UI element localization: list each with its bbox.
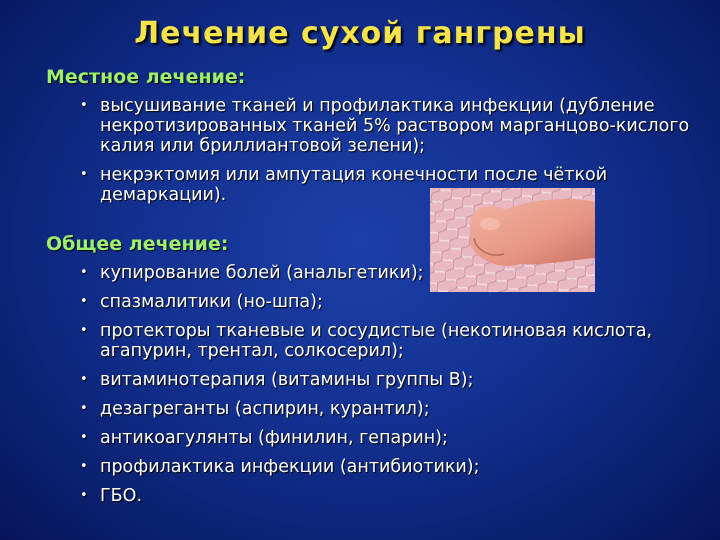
list-item-text: антикоагулянты (финилин, гепарин); bbox=[100, 428, 448, 448]
bullet-icon: • bbox=[80, 167, 88, 182]
list-item-text: протекторы тканевые и сосудистые (некотиновая кислота, агапурин, трентал, солкосерил); bbox=[100, 321, 653, 361]
bullet-icon: • bbox=[80, 98, 88, 113]
list-item bbox=[80, 428, 700, 448]
bullet-icon: • bbox=[80, 430, 88, 445]
bullet-icon: • bbox=[80, 372, 88, 387]
list-item bbox=[80, 457, 700, 477]
list-item-text: спазмалитики (но-шпа); bbox=[100, 292, 323, 312]
list-item bbox=[80, 399, 700, 419]
bullet-icon: • bbox=[80, 265, 88, 280]
list-item-text: некрэктомия или ампутация конечности после чёткой демаркации). bbox=[100, 165, 608, 205]
list-item bbox=[80, 165, 700, 205]
local-treatment-list bbox=[80, 96, 700, 214]
bullet-icon: • bbox=[80, 459, 88, 474]
list-item-text: витаминотерапия (витамины группы В); bbox=[100, 370, 474, 390]
list-item bbox=[80, 486, 700, 506]
list-item-text: дезагреганты (аспирин, курантил); bbox=[100, 399, 430, 419]
bullet-icon: • bbox=[80, 294, 88, 309]
slide-title: Лечение сухой гангрены bbox=[134, 16, 586, 51]
list-item bbox=[80, 321, 700, 361]
list-item-text: ГБО. bbox=[100, 486, 143, 506]
clinical-photo bbox=[430, 188, 595, 292]
list-item-text: купирование болей (анальгетики); bbox=[100, 263, 424, 283]
general-treatment-heading: Общее лечение: bbox=[46, 233, 229, 255]
list-item bbox=[80, 96, 700, 156]
local-treatment-heading: Местное лечение: bbox=[46, 66, 246, 88]
bullet-icon: • bbox=[80, 323, 88, 338]
list-item-text: профилактика инфекции (антибиотики); bbox=[100, 457, 480, 477]
list-item bbox=[80, 292, 700, 312]
bullet-icon: • bbox=[80, 401, 88, 416]
list-item bbox=[80, 370, 700, 390]
list-item-text: высушивание тканей и профилактика инфекции (дубление некротизированных тканей 5% раствором марганцово-кислого калия или бриллиантовой зелени); bbox=[100, 96, 690, 156]
bullet-icon: • bbox=[80, 488, 88, 503]
list-item bbox=[80, 263, 700, 283]
general-treatment-list bbox=[80, 263, 700, 515]
